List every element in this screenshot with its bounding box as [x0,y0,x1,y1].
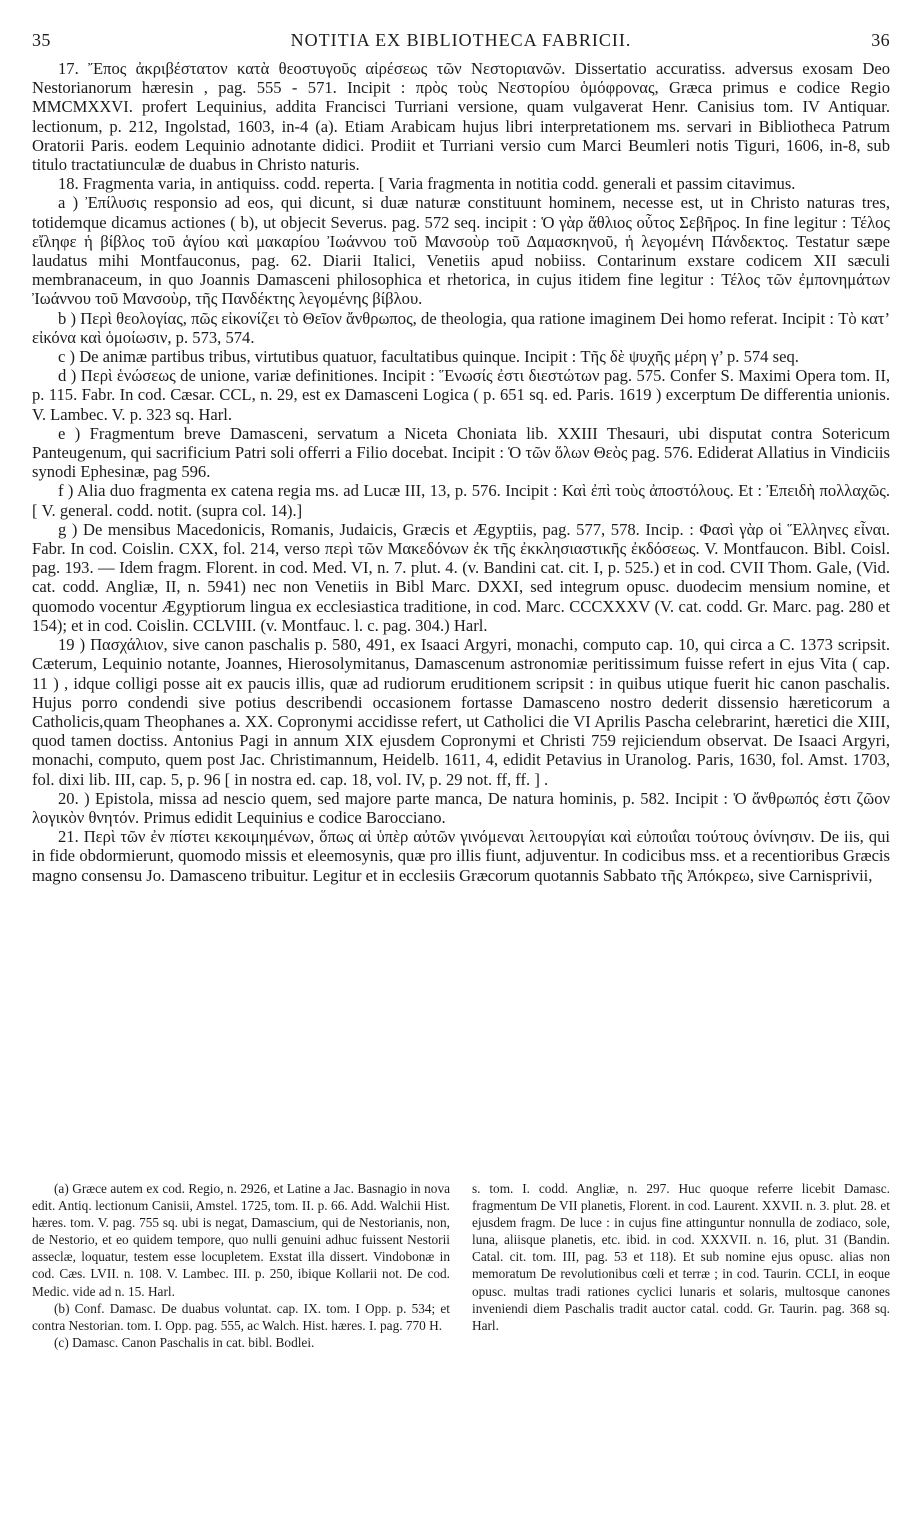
entry-20: 20. ) Epistola, missa ad nescio quem, sed majore parte manca, De natura hominis, p. 582. Incipit : Ὁ ἄνθρωπός ἐστι ζῶον λογικὸν θνητόν. Primus edidit Lequinius e codice Barocciano. [32,788,890,827]
entry-18c: c ) De animæ partibus tribus, virtutibus quatuor, facultatibus quinque. Incipit : Τῆς δὲ ψυχῆς μέρη γ’ p. 574 seq. [58,347,799,367]
footnote-b: (b) Conf. Damasc. De duabus voluntat. cap. IX. tom. I Opp. p. 534; et contra Nestorian. tom. I. Opp. pag. 555, ac Walch. Hist. hæres. I. pag. 770 H. [32,1300,450,1333]
running-title: NOTITIA EX BIBLIOTHECA FABRICII. [290,30,632,50]
main-text [32,59,890,885]
footnotes [32,1180,890,1480]
footnotes-right-column [472,1180,890,1480]
footnotes-left-column [32,1180,450,1480]
entry-18: 18. Fragmenta varia, in antiquiss. codd. reperta. [ Varia fragmenta in notitia codd. generali et passim citavimus. [58,174,796,194]
running-head [32,30,890,51]
entry-21: 21. Περὶ τῶν ἐν πίστει κεκοιμημένων, ὅπως αἱ ὑπὲρ αὐτῶν γινόμεναι λειτουργίαι καὶ εὐποιΐαι τούτους ὀνίνησιν. De iis, qui in fide obdormierunt, quomodo missis et eleemosynis, quæ pro illis fiunt, adjuventur. In codicibus mss. et a recentioribus Græcis magno consensu Jo. Damasceno tribuitur. Legitur et in ecclesiis Græcorum quotannis Sabbato τῆς Ἀπόκρεω, sive Carnisprivii, [32,827,890,885]
entry-19: 19 ) Πασχάλιον, sive canon paschalis p. 580, 491, ex Isaaci Argyri, monachi, computo cap. 10, qui circa a C. 1373 scripsit. Cæterum, Lequinio notante, Joannes, Hierosolymitanus, Damascenum astronomiæ peritissimum fuisse refert in ejus Vita ( cap. 11 ) , idque colligi posse ait ex paucis illis, quæ ad rudiorum eruditionem scripsit : in quibus utique fuerit hic canon paschalis. Hujus porro condendi sive potius describendi occasionem fortasse Damasceno nostro dederit dissensio hæreticorum a Catholicis,quam Theophanes a. XX. Copronymi accidisse refert, ut Catholici die VI Aprilis Pascha celebrarint, hæretici die XIII, quod tamen doctiss. Antonius Pagi in annum XIX ejusdem Copronymi et Christi 759 rejiciendum observat. De Isaaci Argyri, monachi, computo, quem post Jac. Christimannum, Heidelb. 1611, 4, edidit Petavius in Uranolog. Paris, 1630, fol. Amst. 1703, fol. dixi lib. III, cap. 5, p. 96 [ in nostra ed. cap. 18, vol. IV, p. 29 not. ff, ff. ] . [32,635,890,789]
footnote-a: (a) Græce autem ex cod. Regio, n. 2926, et Latine a Jac. Basnagio in nova edit. Antiq. lectionum Canisii, Amstel. 1725, tom. II. p. 66. Add. Walchii Hist. hæres. tom. V. pag. 755 sq. ubi is negat, Damascium, qui de Nestorianis, non, de Nestorio, et eo quidem tempore, quo nulli genuini adhuc fuissent Nestorii asseclæ, loquatur, testem esse locupletem. Exstat illa dissert. Vindobonæ in cod. Cæs. LVII. n. 108. V. Lambec. III. p. 250, ibique Kollarii not. De cod. Medic. vide ad n. 15. Harl. [32,1181,450,1299]
entry-18b: b ) Περὶ θεολογίας, πῶς εἰκονίζει τὸ Θεῖον ἄνθρωπος, de theologia, qua ratione imaginem Dei homo referat. Incipit : Τὸ κατ’ εἰκόνα καὶ ὁμοίωσιν, p. 573, 574. [32,308,890,347]
entry-18g: g ) De mensibus Macedonicis, Romanis, Judaicis, Græcis et Ægyptiis, pag. 577, 578. Incip. : Φασὶ γὰρ οἱ Ἕλληνες εἶναι. Fabr. In cod. Coislin. CXX, fol. 214, verso περὶ τῶν Μακεδόνων ἐκ τῆς ἐκκλησιαστικῆς ἐκδόσεως. V. Montfaucon. Bibl. Coisl. pag. 193. — Idem fragm. Florent. in cod. Med. VI, n. 7. plut. 4. (v. Bandini cat. cit. I, p. 525.) et in cod. CVII Thom. Gale, (Vid. cat. codd. Angliæ, II, n. 5941) nec non Venetiis in Bibl Marc. DXXI, sed integrum opusc. duodecim mensium nomine, et quomodo vocentur Ægyptiorum lingua ex ecclesiastica traditione, in cod. Marc. CCCXXXV (V. cat. codd. Gr. Marc. pag. 280 et 154); et in cod. Coislin. CCLVIII. (v. Montfauc. l. c. pag. 304.) Harl. [32,519,890,635]
footnote-c-continued: s. tom. I. codd. Angliæ, n. 297. Huc quoque referre licebit Damasc. fragmentum De VII planetis, Florent. in cod. Laurent. XXVII. n. 3. plut. 28. et ejusdem fragm. De luce : in cujus fine attinguntur nonnulla de zodiaco, sole, luna, aliisque planetis, etc. ibid. in cod. XXXVII. n. 16, plut. 31 (Bandin. Catal. cit. tom. III, pag. 53 et 118). Et sub nomine ejus opusc. alias non memoratum De revolutionibus cœli et terræ ; in cod. Taurin. CCLI, in eoque opusc. multas tradi rationes cyclici lunaris et solaris, multosque canones inveniendi diem Paschalis tradit auctor catal. codd. Gr. Taurin. pag. 368 sq. Harl. [472,1181,890,1333]
right-column-number: 36 [871,30,890,50]
entry-17: 17. Ἔπος ἀκριβέστατον κατὰ θεοστυγοῦς αἱρέσεως τῶν Νεστοριανῶν. Dissertatio accuratiss. adversus exosam Deo Nestorianorum hæresin , pag. 555 - 571. Incipit : πρὸς τοὺς Νεστορίου ὁμόφρονας, Græca primus e codice Regio MMCMXXVI. profert Lequinius, addita Francisci Turriani versione, quam vulgaverat Henr. Canisius tom. IV Antiquar. lectionum, p. 212, Ingolstad, 1603, in-4 (a). Etiam Arabicam hujus libri interpretationem ms. servari in Bibliotheca Patrum Oratorii Paris. eodem Lequinio adnotante didici. Prodiit et Turriani versio cum Marci Beumleri notis Tiguri, 1606, in-8, sub titulo tractatiunculæ de duabus in Christo naturis. [32,59,890,175]
left-column-number: 35 [32,30,51,50]
entry-18e: e ) Fragmentum breve Damasceni, servatum a Niceta Choniata lib. XXIII Thesauri, ubi disputat contra Sotericum Panteugenum, qui sacrificium Patri soli offerri a Filio docebat. Incipit : Ὁ τῶν ὅλων Θεὸς pag. 576. Ediderat Allatius in Vindiciis synodi Ephesinæ, pag 596. [32,423,890,482]
entry-18f: f ) Alia duo fragmenta ex catena regia ms. ad Lucæ III, 13, p. 576. Incipit : Καὶ ἐπὶ τοὺς ἀποστόλους. Et : Ἐπειδὴ πολλαχῶς. [ V. general. codd. notit. (supra col. 14).] [32,481,890,520]
footnote-c: (c) Damasc. Canon Paschalis in cat. bibl. Bodlei. [54,1334,315,1350]
entry-18d: d ) Περὶ ἑνώσεως de unione, variæ definitiones. Incipit : Ἕνωσίς ἐστι διεστώτων pag. 575. Confer S. Maximi Opera tom. II, p. 115. Fabr. In cod. Cæsar. CCL, n. 29, est ex Damasceni Logica ( p. 651 sq. ed. Paris. 1619 ) excerptum De differentia unionis. V. Lambec. V. p. 323 sq. Harl. [32,366,890,424]
entry-18a: a ) Ἐπίλυσις responsio ad eos, qui dicunt, si duæ naturæ constituunt hominem, necesse est, ut in Christo naturas tres, totidemque dicamus actiones ( b), ut objecit Severus. pag. 572 seq. incipit : Ὁ γὰρ ἄθλιος οὗτος Σεβῆρος. In fine legitur : Τέλος εἴληφε ἡ βίβλος τοῦ ἁγίου καὶ μακαρίου Ἰωάννου τοῦ Μανσοὺρ τοῦ Δαμασκηνοῦ, ἡ λεγομένη Πάνδεκτος. Testatur sæpe laudatus mihi Montfauconus, pag. 62. Diarii Italici, Venetiis apud nobiiss. Contarinum exstare codicem XII sæculi membranaceum, in quo Joannis Damasceni philosophica et rhetorica, in cujus itidem fine legitur : Τέλος τῶν ἐμπονημάτων Ἰωάννου τοῦ Μανσοὺρ, τῆς Πανδέκτης λεγομένης βίβλου. [32,193,890,309]
